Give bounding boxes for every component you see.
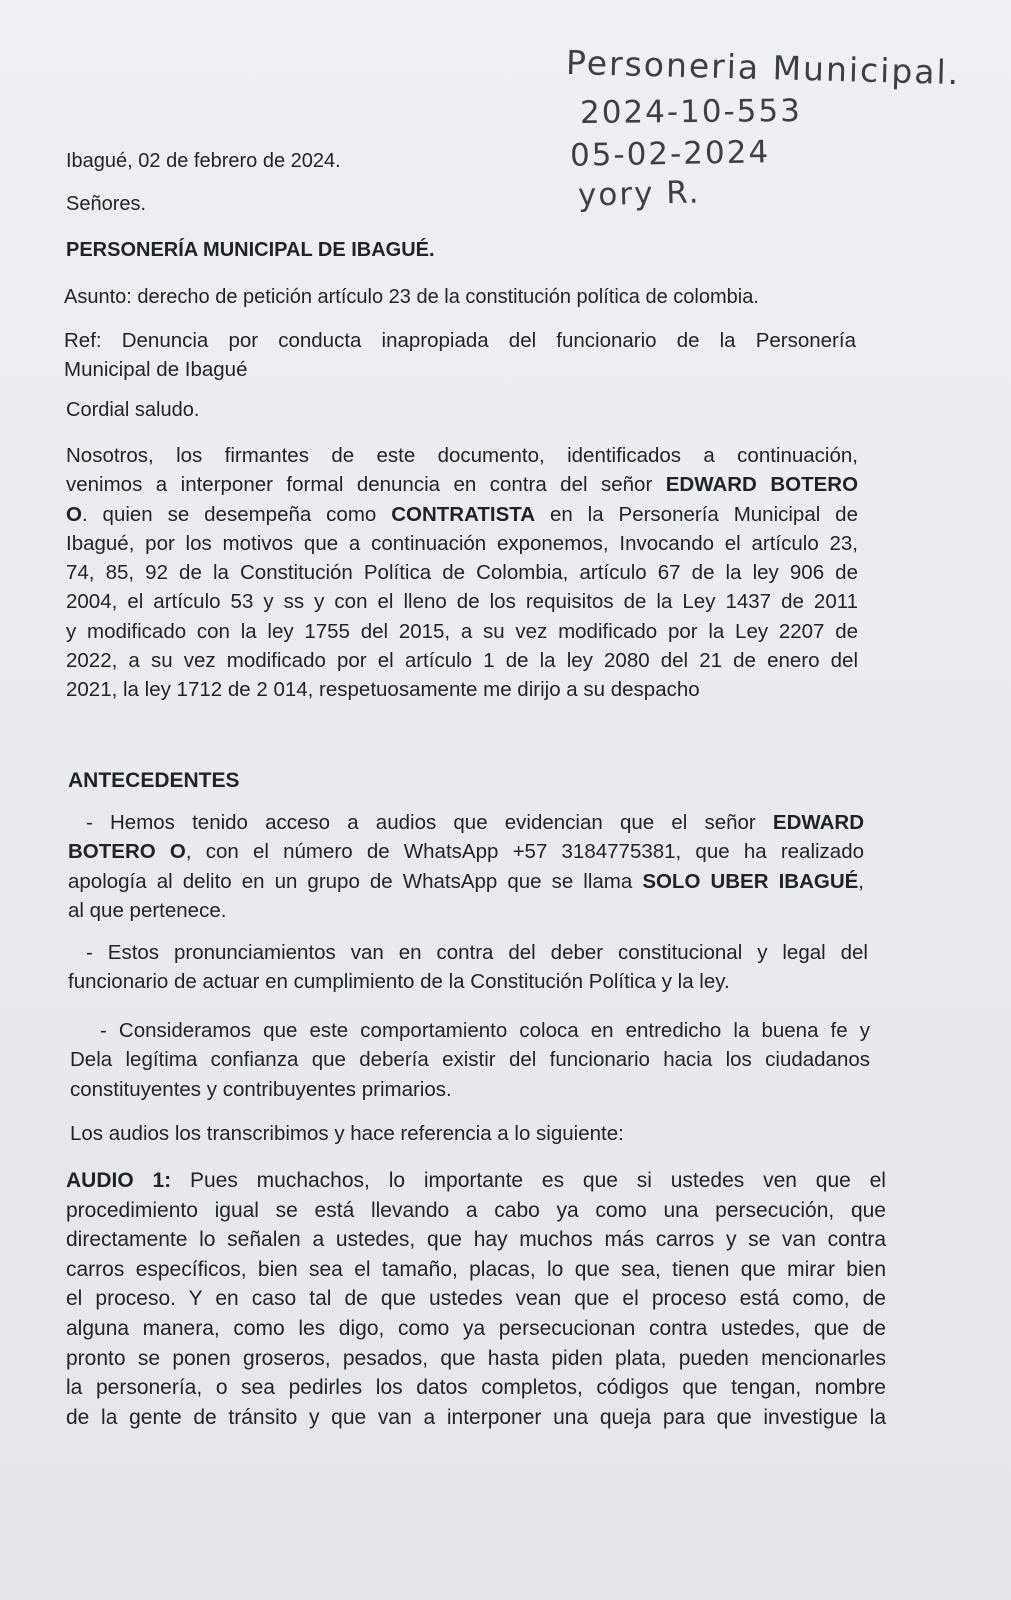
intro-line bbox=[66, 470, 858, 499]
section-heading-antecedentes: ANTECEDENTES bbox=[68, 769, 240, 792]
intro-text: en la Personería Municipal de bbox=[535, 502, 858, 526]
antecedent-line: funcionario de actuar en cumplimiento de la Constitución Política y la ley. bbox=[68, 970, 730, 994]
audio-1-transcript bbox=[66, 1166, 886, 1432]
accused-name: EDWARD bbox=[772, 811, 864, 834]
antecedent-text: apología al delito en un grupo de WhatsApp que se llama bbox=[68, 869, 643, 893]
antecedent-line bbox=[68, 837, 864, 866]
intro-line: 2004, el artículo 53 y ss y con el lleno de los requisitos de la Ley 1437 de 2011 bbox=[66, 590, 858, 614]
intro-line: 2022, a su vez modificado por el artículo 1 de la ley 2080 del 21 de enero del bbox=[66, 649, 858, 673]
antecedent-text: , bbox=[858, 869, 864, 893]
reference-line-1: Ref: Denuncia por conducta inapropiada del funcionario de la Personería bbox=[64, 329, 856, 352]
intro-line bbox=[66, 500, 858, 529]
antecedent-line: constituyentes y contribuyentes primarios. bbox=[70, 1077, 452, 1101]
antecedent-text: , con el número de WhatsApp +57 3184775381, que ha realizado bbox=[185, 840, 865, 864]
antecedent-line: al que pertenece. bbox=[68, 898, 227, 922]
handwritten-filing-date: 05-02-2024 bbox=[569, 134, 771, 174]
subject-line: Asunto: derecho de petición artículo 23 de la constitución política de colombia. bbox=[64, 286, 759, 308]
handwritten-receiver: yory R. bbox=[577, 174, 701, 214]
intro-paragraph bbox=[66, 441, 858, 705]
antecedent-line: Dela legítima confianza que debería existir del funcionario hacia los ciudadanos bbox=[70, 1048, 870, 1072]
intro-text: venimos a interponer formal denuncia en contra del señor bbox=[66, 473, 666, 497]
intro-line: 74, 85, 92 de la Constitución Política de Colombia, artículo 67 de la ley 906 de bbox=[66, 561, 858, 585]
transcription-intro: Los audios los transcribimos y hace referencia a lo siguiente: bbox=[70, 1122, 624, 1145]
accused-name: BOTERO O bbox=[68, 840, 186, 864]
antecedent-item-1 bbox=[68, 808, 864, 925]
transcript-line: carros específicos, bien sea el tamaño, placas, lo que sea, tienen que mirar bien bbox=[66, 1257, 886, 1281]
intro-line: y modificado con la ley 1755 del 2015, a su vez modificado por la Ley 2207 de bbox=[66, 619, 858, 643]
antecedent-item-3 bbox=[70, 1016, 870, 1104]
salutation-to: Señores. bbox=[66, 193, 147, 215]
antecedent-text: - Hemos tenido acceso a audios que evidencian que el señor bbox=[86, 811, 773, 834]
intro-line: Nosotros, los firmantes de este documento, identificados a continuación, bbox=[66, 444, 858, 467]
antecedent-item-2 bbox=[68, 938, 868, 997]
place-date: Ibagué, 02 de febrero de 2024. bbox=[66, 150, 341, 172]
recipient: PERSONERÍA MUNICIPAL DE IBAGUÉ. bbox=[66, 239, 435, 261]
transcript-line: el proceso. Y en caso tal de que ustedes vean que el proceso está como, de bbox=[66, 1287, 886, 1311]
reference-line-2: Municipal de Ibagué bbox=[64, 358, 248, 382]
transcript-line: pronto se ponen groseros, pesados, que hasta piden plata, pueden mencionarles bbox=[66, 1346, 886, 1370]
intro-line: 2021, la ley 1712 de 2 014, respetuosamente me dirijo a su despacho bbox=[66, 678, 700, 702]
transcript-line bbox=[66, 1166, 886, 1196]
transcript-text: Pues muchachos, lo importante es que si ustedes ven que el bbox=[171, 1169, 886, 1192]
accused-initial: O bbox=[66, 502, 82, 526]
antecedent-line bbox=[68, 867, 864, 896]
reference-block bbox=[64, 326, 856, 385]
accused-name: EDWARD BOTERO bbox=[665, 473, 859, 497]
handwritten-filing-note bbox=[560, 30, 990, 220]
handwritten-office: Personeria Municipal. bbox=[565, 42, 961, 93]
antecedent-line bbox=[68, 808, 864, 837]
antecedent-line: - Estos pronunciamientos van en contra del deber constitucional y legal del bbox=[86, 941, 868, 964]
intro-text: . quien se desempeña como bbox=[81, 502, 392, 526]
antecedent-line: - Consideramos que este comportamiento coloca en entredicho la buena fe y bbox=[100, 1019, 870, 1042]
transcript-line: directamente lo señalen a ustedes, que hay muchos más carros y se van contra bbox=[66, 1228, 886, 1252]
handwritten-filing-number: 2024-10-553 bbox=[579, 93, 803, 131]
transcript-line: de la gente de tránsito y que van a interponer una queja para que investigue la bbox=[66, 1405, 886, 1429]
transcript-line: alguna manera, como les digo, como ya persecucionan contra ustedes, que de bbox=[66, 1316, 886, 1340]
transcript-line: procedimiento igual se está llevando a cabo ya como una persecución, que bbox=[66, 1198, 886, 1222]
intro-line: Ibagué, por los motivos que a continuación exponemos, Invocando el artículo 23, bbox=[66, 531, 858, 555]
accused-role: CONTRATISTA bbox=[391, 502, 536, 526]
greeting: Cordial saludo. bbox=[66, 399, 200, 421]
whatsapp-group-name: SOLO UBER IBAGUÉ bbox=[642, 869, 859, 893]
audio-1-label: AUDIO 1: bbox=[66, 1169, 172, 1192]
transcript-line: la personería, o sea pedirles los datos completos, códigos que tengan, nombre bbox=[66, 1376, 886, 1400]
